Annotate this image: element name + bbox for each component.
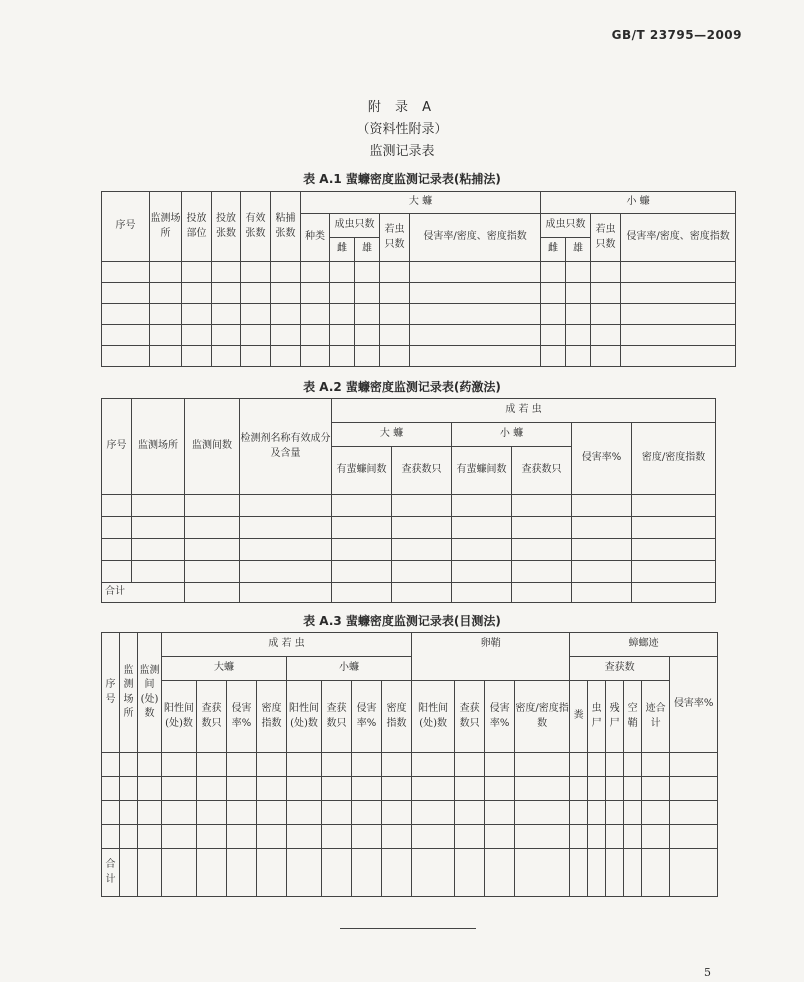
col-site: 监测场所	[120, 633, 138, 753]
col-part: 投放部位	[182, 192, 212, 262]
col-female-big: 雌	[330, 238, 355, 262]
col-rate-big: 侵害率%	[227, 681, 257, 753]
col-rate-small: 侵害率%	[352, 681, 382, 753]
col-density-egg: 密度/密度指数	[515, 681, 570, 753]
col-caught: 粘捕张数	[271, 192, 301, 262]
col-found-small: 查获数只	[322, 681, 352, 753]
col-female-small: 雌	[541, 238, 566, 262]
col-rate: 侵害率%	[572, 423, 632, 495]
col-site: 监测场所	[150, 192, 182, 262]
col-trace-total: 迹合计	[642, 681, 670, 753]
appendix-title: 附 录 A	[367, 100, 437, 115]
col-caught-big: 查获数只	[392, 447, 452, 495]
col-rooms-with-small: 有蜚蠊间数	[452, 447, 512, 495]
col-rate-small: 侵害率/密度、密度指数	[621, 214, 736, 262]
col-density: 密度/密度指数	[632, 423, 716, 495]
col-nymph-big: 若虫只数	[380, 214, 410, 262]
footer-rule	[340, 928, 476, 929]
col-caught-small: 查获数只	[512, 447, 572, 495]
group-small: 小 蠊	[452, 423, 572, 447]
col-rate-trace: 侵害率%	[670, 657, 718, 753]
total-label: 合计	[102, 583, 185, 603]
table-a3-caption: 表 A.3 蜚蠊密度监测记录表(目测法)	[303, 614, 501, 628]
group-egg: 卵鞘	[412, 633, 570, 681]
page-number: 5	[704, 966, 711, 979]
table-a2-caption: 表 A.2 蜚蠊密度监测记录表(药激法)	[303, 380, 501, 394]
group-small: 小蠊	[287, 657, 412, 681]
col-seq: 序号	[102, 192, 150, 262]
col-dead: 虫尸	[588, 681, 606, 753]
group-big: 大 蠊	[301, 192, 541, 214]
col-density-small: 密度指数	[382, 681, 412, 753]
group-small: 小 蠊	[541, 192, 736, 214]
col-male-big: 雄	[355, 238, 380, 262]
col-rate-big: 侵害率/密度、密度指数	[410, 214, 541, 262]
col-pos-egg: 阳性间(处)数	[412, 681, 455, 753]
col-feces: 粪	[570, 681, 588, 753]
col-found-big: 查获数只	[197, 681, 227, 753]
col-nymph-small: 若虫只数	[591, 214, 621, 262]
table-a1-caption: 表 A.1 蜚蠊密度监测记录表(粘捕法)	[303, 172, 501, 186]
col-remains: 残尸	[606, 681, 624, 753]
group-count: 查获数	[570, 657, 670, 681]
col-valid: 有效张数	[241, 192, 271, 262]
col-empty-case: 空鞘	[624, 681, 642, 753]
group-adult: 成 若 虫	[332, 399, 716, 423]
appendix-note: （资料性附录）	[356, 122, 448, 137]
appendix-subtitle: 监测记录表	[369, 144, 435, 159]
group-big: 大 蠊	[332, 423, 452, 447]
group-trace: 蟑螂迹	[570, 633, 718, 657]
col-species: 种类	[301, 214, 330, 262]
table-a2	[101, 398, 716, 603]
standard-number: GB/T 23795—2009	[611, 28, 742, 42]
col-adult-small: 成虫只数	[541, 214, 591, 238]
col-male-small: 雄	[566, 238, 591, 262]
total-label: 合计	[102, 849, 120, 897]
col-found-egg: 查获数只	[455, 681, 485, 753]
col-seq: 序号	[102, 399, 132, 495]
col-pos-big: 阳性间(处)数	[162, 681, 197, 753]
col-count: 投放张数	[212, 192, 241, 262]
col-density-big: 密度指数	[257, 681, 287, 753]
col-agent: 检测剂名称有效成分及含量	[240, 399, 332, 495]
col-rate-egg: 侵害率%	[485, 681, 515, 753]
col-rooms: 监测间数	[185, 399, 240, 495]
table-a3	[101, 632, 718, 897]
group-big: 大蠊	[162, 657, 287, 681]
table-a1	[101, 191, 736, 367]
group-adult: 成 若 虫	[162, 633, 412, 657]
col-adult-big: 成虫只数	[330, 214, 380, 238]
col-pos-small: 阳性间(处)数	[287, 681, 322, 753]
col-rooms: 监测间(处)数	[138, 633, 162, 753]
col-rooms-with-big: 有蜚蠊间数	[332, 447, 392, 495]
col-site: 监测场所	[132, 399, 185, 495]
col-seq: 序号	[102, 633, 120, 753]
